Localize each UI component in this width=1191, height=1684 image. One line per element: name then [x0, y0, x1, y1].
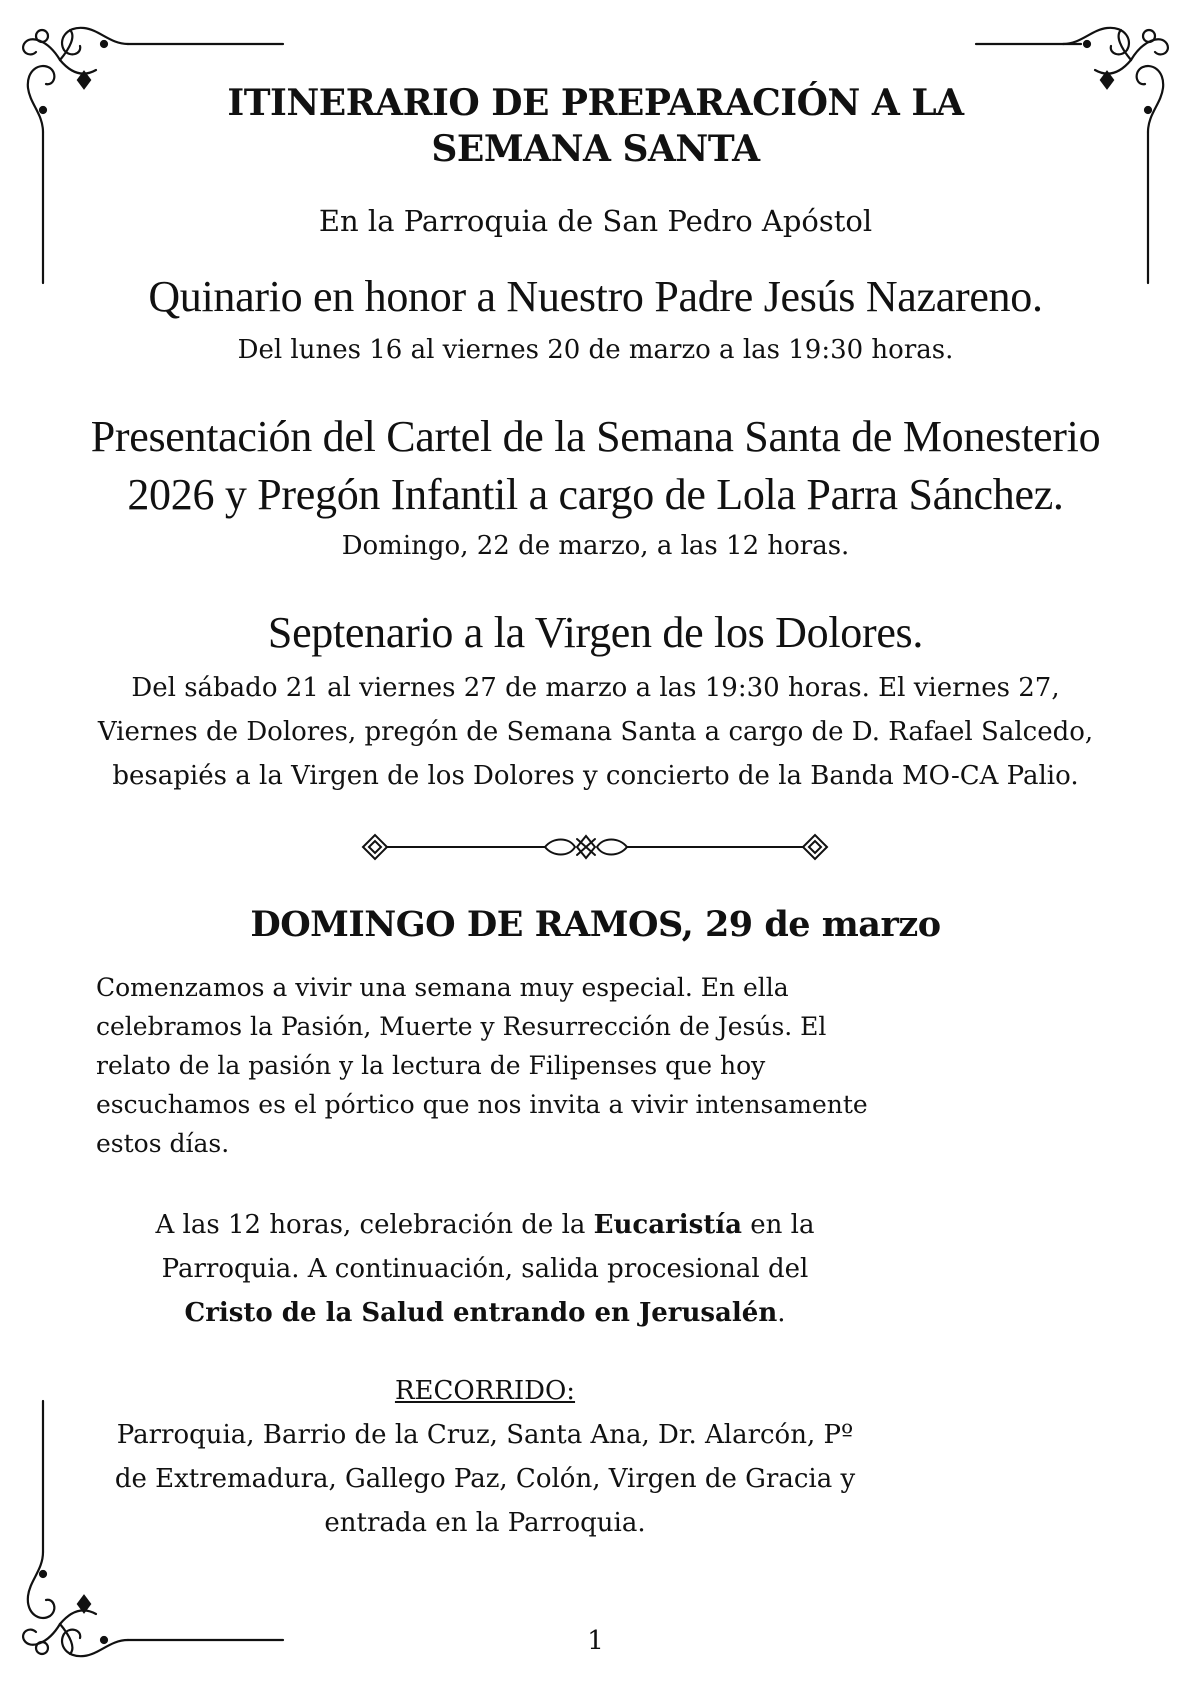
page-number: 1: [587, 1626, 604, 1656]
celebration-paragraph: [0, 1203, 970, 1335]
event-title-septenario: Septenario a la Virgen de los Dolores.: [267, 608, 924, 657]
route-section: [0, 1369, 970, 1545]
event-detail-septenario-line-2: Viernes de Dolores, pregón de Semana Santa a cargo de D. Rafael Salcedo,: [97, 717, 1094, 747]
route-label: RECORRIDO:: [394, 1376, 576, 1406]
route-line: de Extremadura, Gallego Paz, Colón, Virgen de Gracia y: [114, 1464, 856, 1494]
celebration-line-1: A las 12 horas, celebración de la Eucaristía en la: [155, 1210, 815, 1240]
event-detail-quinario: Del lunes 16 al viernes 20 de marzo a las 19:30 horas.: [237, 335, 954, 365]
event-detail-septenario-line-1: Del sábado 21 al viernes 27 de marzo a las 19:30 horas. El viernes 27,: [131, 673, 1060, 703]
event-title-quinario: Quinario en honor a Nuestro Padre Jesús Nazareno.: [148, 272, 1043, 321]
section-heading-domingo-de-ramos: DOMINGO DE RAMOS, 29 de marzo: [250, 904, 941, 945]
intro-line: relato de la pasión y la lectura de Filipenses que hoy: [96, 1051, 766, 1080]
intro-line: Comenzamos a vivir una semana muy especial. En ella: [96, 973, 789, 1002]
event-detail-cartel: Domingo, 22 de marzo, a las 12 horas.: [341, 531, 850, 561]
route-line: Parroquia, Barrio de la Cruz, Santa Ana, Dr. Alarcón, Pº: [116, 1420, 854, 1450]
page-subtitle: En la Parroquia de San Pedro Apóstol: [318, 204, 873, 238]
divider-flourish-icon: [355, 822, 835, 872]
cristo-bold: Cristo de la Salud entrando en Jerusalén: [184, 1298, 778, 1328]
page-title-line-2: SEMANA SANTA: [431, 128, 760, 170]
intro-line: estos días.: [96, 1129, 230, 1158]
event-title-cartel-line-2: 2026 y Pregón Infantil a cargo de Lola Parra Sánchez.: [127, 470, 1064, 519]
event-detail-septenario-line-3: besapiés a la Virgen de los Dolores y concierto de la Banda MO-CA Palio.: [112, 761, 1079, 791]
intro-line: celebramos la Pasión, Muerte y Resurrección de Jesús. El: [96, 1012, 827, 1041]
celebration-line-3: Cristo de la Salud entrando en Jerusalén.: [184, 1298, 786, 1328]
route-line: entrada en la Parroquia.: [324, 1508, 646, 1538]
event-title-cartel-line-1: Presentación del Cartel de la Semana Santa de Monesterio: [90, 412, 1101, 461]
intro-line: escuchamos es el pórtico que nos invita a vivir intensamente: [96, 1090, 868, 1119]
page-title-line-1: ITINERARIO DE PREPARACIÓN A LA: [227, 82, 964, 124]
intro-paragraph: [96, 968, 871, 1163]
celebration-line-2: Parroquia. A continuación, salida procesional del: [161, 1254, 809, 1284]
eucaristia-bold: Eucaristía: [593, 1210, 743, 1240]
